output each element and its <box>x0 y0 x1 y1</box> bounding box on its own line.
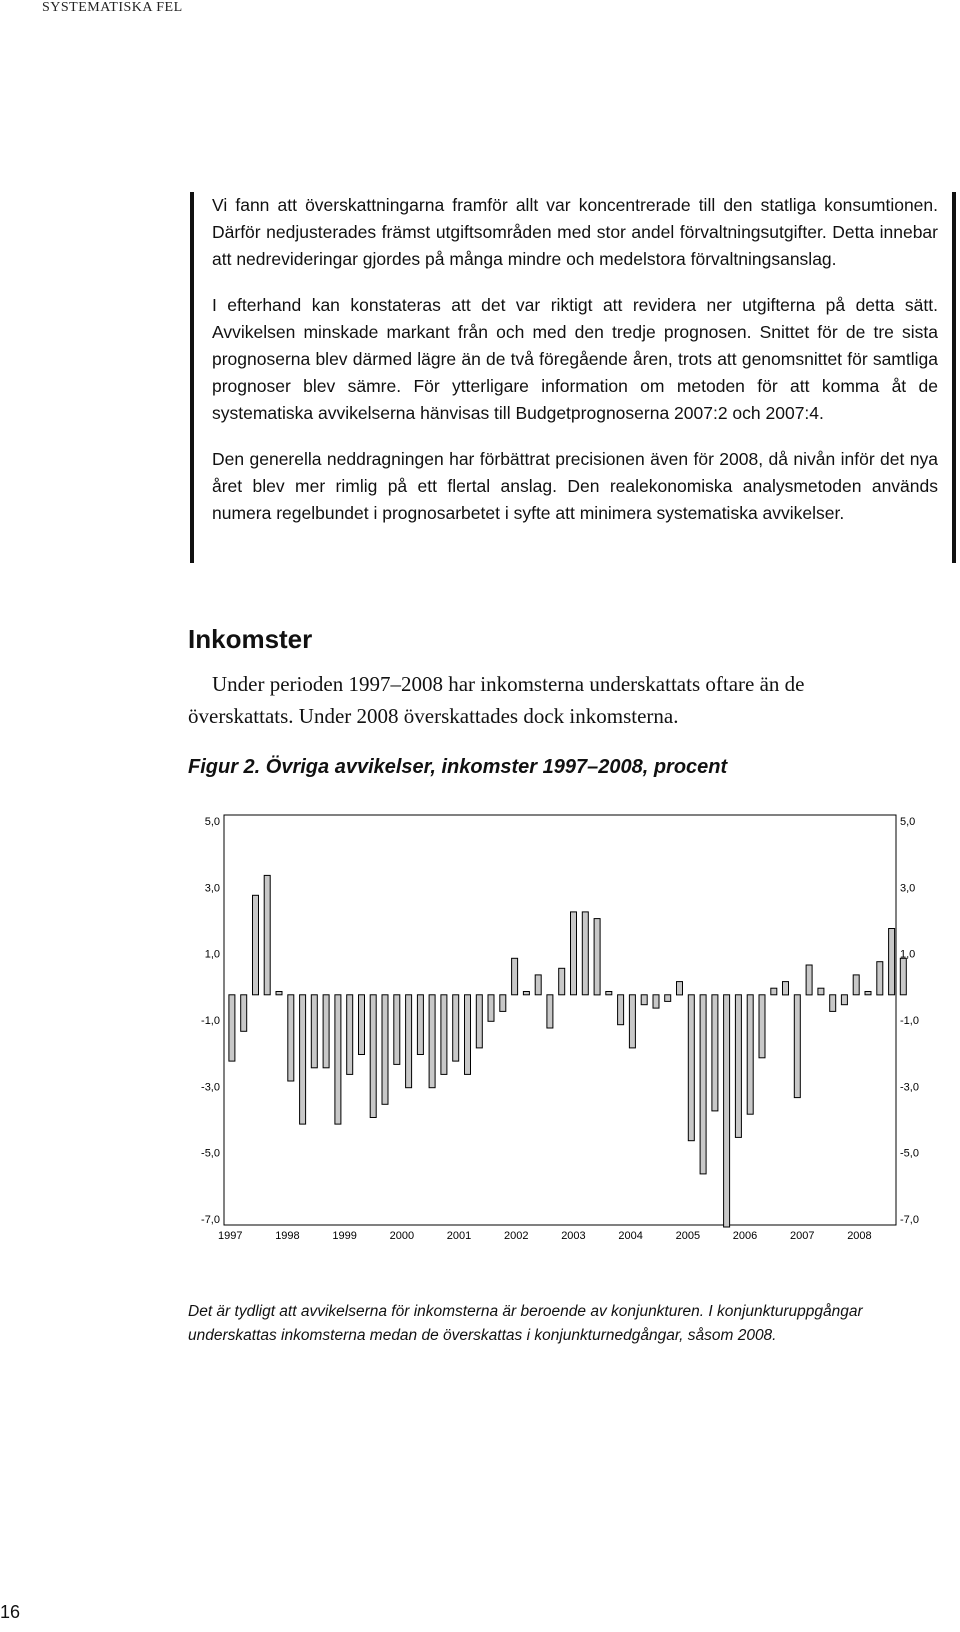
chart-bar <box>523 992 529 995</box>
chart-bar <box>547 995 553 1028</box>
running-header: SYSTEMATISKA FEL <box>42 0 183 15</box>
x-tick-label: 2004 <box>618 1230 643 1242</box>
chart-bar <box>818 988 824 995</box>
chart-bar <box>830 995 836 1012</box>
y-tick-label-right: -1,0 <box>900 1015 919 1027</box>
chart-bar <box>417 995 423 1055</box>
x-tick-label: 2008 <box>847 1230 872 1242</box>
x-tick-label: 2007 <box>790 1230 815 1242</box>
chart-bar <box>665 995 671 1002</box>
chart-bar <box>853 975 859 995</box>
chart-bar <box>335 995 341 1124</box>
x-tick-label: 2003 <box>561 1230 586 1242</box>
y-tick-label-right: -3,0 <box>900 1081 919 1094</box>
y-tick-label-right: -5,0 <box>900 1147 919 1160</box>
chart-bar <box>382 995 388 1105</box>
chart-bar <box>759 995 765 1058</box>
x-tick-label: 2005 <box>675 1230 701 1242</box>
chart-bar <box>241 995 247 1032</box>
figure-title: Figur 2. Övriga avvikelser, inkomster 1997–2008, procent <box>188 756 728 778</box>
chart-container <box>180 812 960 1272</box>
chart-bar <box>559 968 565 995</box>
y-tick-label-left: 3,0 <box>204 882 220 895</box>
chart-bar <box>276 992 282 995</box>
chart-bar <box>606 992 612 995</box>
chart-bar <box>571 912 577 995</box>
chart-bar <box>465 995 471 1075</box>
x-tick-label: 2006 <box>732 1230 758 1242</box>
chart-bar <box>535 975 541 995</box>
chart-bar <box>794 995 800 1098</box>
chart-bar <box>688 995 694 1141</box>
x-tick-label: 1999 <box>332 1230 357 1242</box>
boxed-text-panel <box>190 192 956 563</box>
chart-bar <box>594 919 600 995</box>
chart-bar <box>783 982 789 995</box>
y-tick-label-left: -7,0 <box>201 1214 220 1226</box>
x-tick-label: 1998 <box>275 1230 300 1242</box>
y-tick-label-left: -5,0 <box>201 1147 220 1160</box>
y-tick-label-right: 1,0 <box>900 948 916 961</box>
chart-bar <box>441 995 447 1075</box>
y-tick-label-left: -1,0 <box>201 1015 220 1027</box>
chart-bar <box>889 929 895 995</box>
chart-bar <box>311 995 317 1068</box>
chart-bar <box>653 995 659 1008</box>
chart-bar <box>476 995 482 1048</box>
chart-bar <box>724 995 730 1227</box>
chart-bar <box>406 995 412 1088</box>
chart-bar <box>253 895 259 995</box>
chart-bar <box>747 995 753 1114</box>
chart-bar <box>700 995 706 1174</box>
chart-bar <box>865 992 871 995</box>
y-tick-label-left: -3,0 <box>201 1081 220 1094</box>
chart-bar <box>500 995 506 1012</box>
chart-bar <box>841 995 847 1005</box>
chart-bar <box>394 995 400 1065</box>
chart-bar <box>300 995 306 1124</box>
chart-bar <box>347 995 353 1075</box>
chart-bar <box>453 995 459 1061</box>
chart-bar <box>582 912 588 995</box>
chart-bar <box>641 995 647 1005</box>
chart-bar <box>677 982 683 995</box>
section-intro: Under perioden 1997–2008 har inkomsterna underskattats oftare än de överskattats. Under 2008 överskattades dock inkomsterna. <box>188 672 805 728</box>
x-tick-label: 2000 <box>389 1230 415 1242</box>
page-number: 16 <box>0 1602 21 1622</box>
chart-bar <box>359 995 365 1055</box>
chart-bar <box>712 995 718 1111</box>
bar-chart <box>180 812 960 1272</box>
chart-bar <box>771 988 777 995</box>
chart-bar <box>429 995 435 1088</box>
chart-bar <box>806 965 812 995</box>
y-tick-label-right: 5,0 <box>900 816 916 828</box>
chart-bar <box>323 995 329 1068</box>
y-tick-label-right: -7,0 <box>900 1214 919 1226</box>
y-tick-label-left: 5,0 <box>204 816 220 828</box>
x-tick-label: 1997 <box>218 1230 243 1242</box>
chart-bar <box>512 958 518 995</box>
chart-bar <box>735 995 741 1138</box>
chart-bar <box>618 995 624 1025</box>
x-tick-label: 2001 <box>446 1230 472 1242</box>
chart-bar <box>629 995 635 1048</box>
x-tick-label: 2002 <box>504 1230 529 1242</box>
section-heading: Inkomster <box>188 624 313 654</box>
y-tick-label-left: 1,0 <box>204 948 220 961</box>
chart-bar <box>288 995 294 1081</box>
chart-bar <box>488 995 494 1022</box>
chart-bar <box>877 962 883 995</box>
chart-bar <box>900 958 906 995</box>
figure-caption: Det är tydligt att avvikelserna för inkomsterna är beroende av konjunkturen. I konjunkturuppgångar underskattas inkomsterna medan de överskattas i konjunkturnedgångar, såsom 2008. <box>188 1303 863 1344</box>
chart-bar <box>370 995 376 1118</box>
chart-bar <box>264 875 270 994</box>
box-paragraph: Vi fann att överskattningarna framför allt var koncentrerade till den statliga konsumtionen. Därför nedjusterades främst utgiftsområden med stor andel förvaltningsutgifter. Detta innebar att nedrevideringar gjordes på många mindre och medelstora förvaltningsanslag. <box>212 195 938 269</box>
chart-bar <box>229 995 235 1061</box>
box-paragraph: I efterhand kan konstateras att det var riktigt att revidera ner utgifterna på detta sätt. Avvikelsen minskade markant från och med den tredje prognosen. Snittet för de tre sista prognoserna blev därmed lägre än de två föregående åren, trots att genomsnittet för samtliga prognoser blev sämre. För ytterligare information om metoden för att komma åt de systematiska avvikelserna hänvisas till Budgetprognoserna 2007:2 och 2007:4. <box>212 295 938 423</box>
y-tick-label-right: 3,0 <box>900 882 916 895</box>
box-paragraph: Den generella neddragningen har förbättrat precisionen även för 2008, då nivån inför det nya året blev mer rimlig på ett flertal anslag. Den realekonomiska analysmetoden används numera regelbundet i prognosarbetet i syfte att minimera systematiska avvikelser. <box>212 449 938 523</box>
